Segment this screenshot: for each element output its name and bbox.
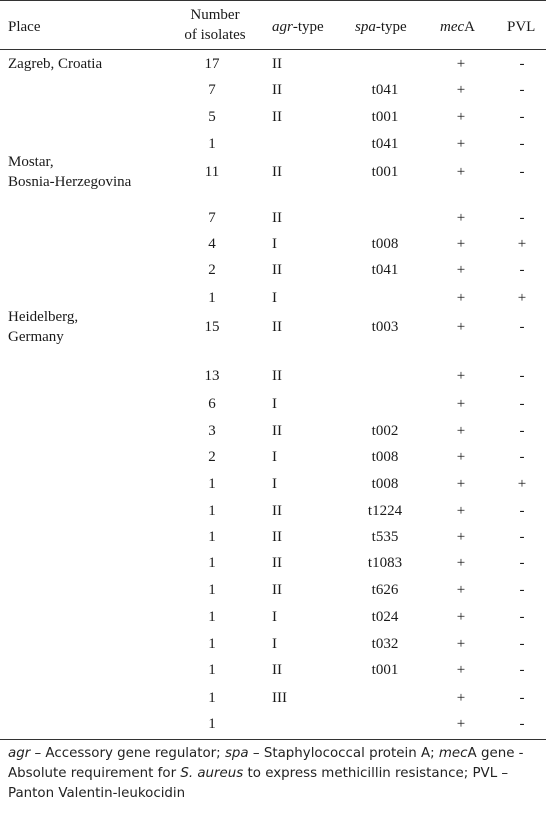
cell-pvl: -: [519, 716, 525, 732]
cell-agr-type: II: [272, 662, 282, 678]
cell-meca: +: [456, 82, 466, 98]
cell-meca: +: [456, 662, 466, 678]
cell-spa-type: t041: [371, 136, 399, 152]
cell-number-of-isolates: 1: [208, 136, 216, 152]
cell-pvl: -: [519, 582, 525, 598]
header-pvl: PVL: [507, 19, 536, 35]
cell-pvl: -: [519, 449, 525, 465]
cell-pvl: -: [519, 555, 525, 571]
cell-spa-type: t041: [371, 262, 399, 278]
cell-number-of-isolates: 15: [204, 319, 220, 335]
cell-pvl: -: [519, 82, 525, 98]
cell-meca: +: [456, 476, 466, 492]
cell-spa-type: t003: [371, 319, 399, 335]
cell-place: Zagreb, Croatia: [8, 56, 103, 72]
cell-meca: +: [456, 690, 466, 706]
cell-spa-type: t008: [371, 236, 399, 252]
cell-number-of-isolates: 2: [208, 262, 216, 278]
table-bottom-rule: [0, 739, 546, 740]
cell-agr-type: II: [272, 164, 282, 180]
cell-spa-type: t1224: [367, 503, 403, 519]
cell-agr-type: II: [272, 503, 282, 519]
cell-number-of-isolates: 1: [208, 476, 216, 492]
cell-agr-type: II: [272, 82, 282, 98]
cell-meca: +: [456, 210, 466, 226]
cell-pvl: -: [519, 109, 525, 125]
cell-pvl: +: [517, 476, 527, 492]
cell-spa-type: t041: [371, 82, 399, 98]
cell-number-of-isolates: 1: [208, 290, 216, 306]
cell-spa-type: t001: [371, 109, 399, 125]
cell-spa-type: t535: [371, 529, 399, 545]
cell-agr-type: I: [272, 449, 277, 465]
cell-meca: +: [456, 423, 466, 439]
cell-pvl: -: [519, 503, 525, 519]
table-footnote: agr – Accessory gene regulator; spa – Staphylococcal protein A; mecA gene - Absolute requirement for S. aureus to express methicillin resistance; PVL – Panton Valentin-leukocidin: [8, 746, 524, 801]
cell-spa-type: t626: [371, 582, 399, 598]
header-number-line1: Number: [190, 7, 240, 23]
cell-number-of-isolates: 2: [208, 449, 216, 465]
cell-agr-type: II: [272, 368, 282, 384]
header-number-of-isolates: [180, 5, 250, 45]
header-place: Place: [8, 19, 41, 35]
cell-meca: +: [456, 290, 466, 306]
cell-agr-type: I: [272, 236, 277, 252]
cell-spa-type: t001: [371, 164, 399, 180]
cell-number-of-isolates: 7: [208, 82, 216, 98]
cell-number-of-isolates: 4: [208, 236, 216, 252]
cell-meca: +: [456, 716, 466, 732]
cell-number-of-isolates: 1: [208, 690, 216, 706]
cell-pvl: -: [519, 136, 525, 152]
cell-spa-type: t1083: [367, 555, 403, 571]
header-meca: mecA: [440, 19, 475, 35]
cell-meca: +: [456, 582, 466, 598]
cell-agr-type: I: [272, 396, 277, 412]
cell-meca: +: [456, 503, 466, 519]
cell-place: Mostar,: [8, 154, 54, 170]
cell-agr-type: II: [272, 210, 282, 226]
cell-number-of-isolates: 1: [208, 503, 216, 519]
cell-meca: +: [456, 396, 466, 412]
cell-meca: +: [456, 319, 466, 335]
cell-agr-type: II: [272, 319, 282, 335]
cell-meca: +: [456, 609, 466, 625]
cell-agr-type: I: [272, 609, 277, 625]
cell-spa-type: t008: [371, 449, 399, 465]
cell-spa-type: t001: [371, 662, 399, 678]
cell-meca: +: [456, 236, 466, 252]
cell-number-of-isolates: 17: [204, 56, 220, 72]
cell-number-of-isolates: 1: [208, 555, 216, 571]
cell-meca: +: [456, 368, 466, 384]
cell-pvl: -: [519, 319, 525, 335]
cell-agr-type: I: [272, 290, 277, 306]
cell-number-of-isolates: 7: [208, 210, 216, 226]
cell-agr-type: II: [272, 423, 282, 439]
cell-meca: +: [456, 529, 466, 545]
cell-spa-type: t002: [371, 423, 399, 439]
cell-number-of-isolates: 13: [204, 368, 220, 384]
cell-meca: +: [456, 449, 466, 465]
cell-number-of-isolates: 1: [208, 609, 216, 625]
cell-pvl: -: [519, 56, 525, 72]
cell-pvl: +: [517, 236, 527, 252]
cell-number-of-isolates: 1: [208, 636, 216, 652]
cell-number-of-isolates: 6: [208, 396, 216, 412]
cell-place-line2: Bosnia-Herzegovina: [8, 174, 132, 190]
cell-meca: +: [456, 164, 466, 180]
cell-pvl: -: [519, 662, 525, 678]
cell-pvl: -: [519, 529, 525, 545]
cell-agr-type: II: [272, 555, 282, 571]
cell-place-line2: Germany: [8, 329, 64, 345]
cell-meca: +: [456, 636, 466, 652]
cell-number-of-isolates: 5: [208, 109, 216, 125]
cell-pvl: -: [519, 423, 525, 439]
cell-spa-type: t024: [371, 609, 399, 625]
cell-meca: +: [456, 136, 466, 152]
cell-agr-type: III: [272, 690, 287, 706]
cell-pvl: -: [519, 262, 525, 278]
cell-place: Heidelberg,: [8, 309, 79, 325]
table-top-rule: [0, 0, 546, 1]
cell-agr-type: II: [272, 529, 282, 545]
cell-number-of-isolates: 11: [204, 164, 220, 180]
header-number-line2: of isolates: [184, 27, 246, 43]
cell-agr-type: II: [272, 262, 282, 278]
cell-spa-type: t008: [371, 476, 399, 492]
cell-meca: +: [456, 262, 466, 278]
cell-meca: +: [456, 109, 466, 125]
cell-pvl: -: [519, 690, 525, 706]
cell-pvl: -: [519, 164, 525, 180]
cell-number-of-isolates: 1: [208, 529, 216, 545]
header-spa-type: spa-type: [355, 19, 407, 35]
cell-pvl: -: [519, 609, 525, 625]
cell-spa-type: t032: [371, 636, 399, 652]
cell-pvl: -: [519, 396, 525, 412]
cell-number-of-isolates: 1: [208, 582, 216, 598]
cell-agr-type: II: [272, 109, 282, 125]
header-bottom-rule: [0, 49, 546, 50]
cell-pvl: +: [517, 290, 527, 306]
cell-number-of-isolates: 1: [208, 716, 216, 732]
cell-pvl: -: [519, 368, 525, 384]
cell-agr-type: I: [272, 476, 277, 492]
cell-agr-type: I: [272, 636, 277, 652]
cell-pvl: -: [519, 636, 525, 652]
cell-meca: +: [456, 56, 466, 72]
cell-pvl: -: [519, 210, 525, 226]
cell-number-of-isolates: 1: [208, 662, 216, 678]
cell-meca: +: [456, 555, 466, 571]
header-agr-type: agr-type: [272, 19, 324, 35]
cell-agr-type: II: [272, 582, 282, 598]
cell-number-of-isolates: 3: [208, 423, 216, 439]
cell-agr-type: II: [272, 56, 282, 72]
